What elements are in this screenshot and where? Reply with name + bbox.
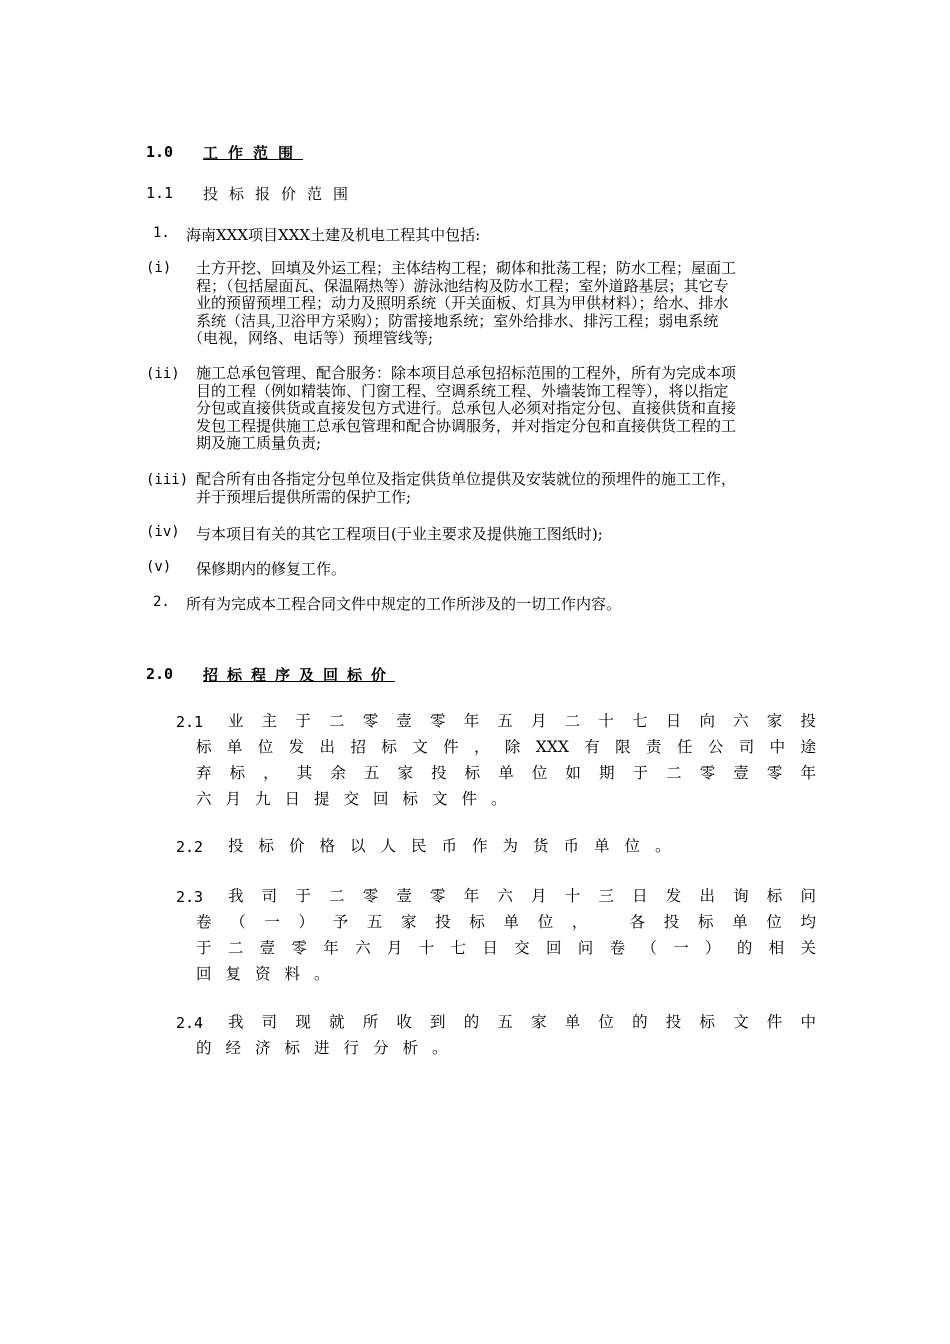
item-ii-text bbox=[196, 365, 736, 453]
text-line: 分包或直接供货或直接发包方式进行。总承包人必须对指定分包、直接供货和直接 bbox=[196, 399, 737, 417]
text-line: 卷（一）予五家投标单位， 各投标单位均 bbox=[196, 913, 816, 931]
item-i-label: (i) bbox=[146, 260, 172, 276]
section-1-number: 1.0 bbox=[146, 143, 174, 161]
item-iii-text bbox=[196, 471, 736, 506]
para-2-2-number: 2.2 bbox=[176, 838, 204, 856]
text-line: 标单位发出招标文件，除XXX有限责任公司中途 bbox=[196, 738, 816, 756]
item-iii-label: (iii) bbox=[146, 472, 189, 488]
subsection-1-1-number: 1.1 bbox=[146, 184, 174, 202]
text-line: （电视，网络、电话等）预埋管线等; bbox=[188, 329, 434, 347]
para-2-2 bbox=[228, 833, 686, 859]
item-v-text: 保修期内的修复工作。 bbox=[196, 560, 347, 578]
text-line: 回复资料。 bbox=[196, 965, 344, 983]
text-line: 程；（包括屋面瓦、保温隔热等）游泳池结构及防水工程；室外道路基层；其它专 bbox=[196, 276, 729, 295]
item-2-text: 所有为完成本工程合同文件中规定的工作所涉及的一切工作内容。 bbox=[186, 595, 622, 613]
text-line: 弃标，其余五家投标单位如期于二零壹零年 bbox=[196, 764, 816, 782]
text-line: 期及施工质量负责; bbox=[196, 434, 322, 452]
para-2-1-number: 2.1 bbox=[176, 713, 204, 731]
text-line: 目的工程（例如精装饰、门窗工程、空调系统工程、外墙装饰工程等），将以指定 bbox=[196, 381, 729, 400]
text-line: 的经济标进行分析。 bbox=[196, 1039, 462, 1057]
para-2-4-number: 2.4 bbox=[176, 1014, 204, 1032]
text-line: 施工总承包管理、配合服务：除本项目总承包招标范围的工程外，所有为完成本项 bbox=[196, 364, 737, 382]
section-2-number: 2.0 bbox=[146, 665, 174, 683]
section-1-title: 工作范围 bbox=[203, 144, 304, 162]
text-line: 土方开挖、回填及外运工程；主体结构工程；砌体和批荡工程；防水工程；屋面工 bbox=[196, 259, 737, 277]
item-1-text: 海南XXX项目XXX土建及机电工程其中包括: bbox=[186, 226, 481, 244]
text-line: 六月九日提交回标文件。 bbox=[196, 790, 521, 808]
item-1-label: 1. bbox=[153, 225, 170, 241]
para-2-4 bbox=[196, 1009, 816, 1061]
subsection-1-1-title: 投标报价范围 bbox=[203, 185, 360, 203]
text-line: 系统（洁具,卫浴甲方采购）；防雷接地系统；室外给排水、排污工程；弱电系统 bbox=[196, 311, 719, 330]
para-2-3 bbox=[196, 883, 816, 987]
text-line: 业主于二零壹零年五月二十七日向六家投 bbox=[228, 712, 816, 730]
item-ii-label: (ii) bbox=[146, 366, 180, 382]
item-i-text bbox=[188, 259, 737, 348]
text-line: 于二壹零年六月十七日交回问卷（一）的相关 bbox=[196, 939, 816, 957]
item-v-label: (v) bbox=[146, 559, 172, 575]
item-iv-label: (iv) bbox=[146, 524, 180, 540]
text-line: 发包工程提供施工总承包管理和配合协调服务，并对指定分包和直接供货工程的工 bbox=[196, 416, 737, 435]
item-iv-text: 与本项目有关的其它工程项目(于业主要求及提供施工图纸时); bbox=[196, 525, 603, 543]
text-line: 我司于二零壹零年六月十三日发出询标问 bbox=[228, 887, 816, 905]
para-2-1 bbox=[196, 708, 816, 812]
text-line: 配合所有由各指定分包单位及指定供货单位提供及安装就位的预埋件的施工工作， bbox=[196, 470, 737, 488]
text-line: 我司现就所收到的五家单位的投标文件中 bbox=[228, 1013, 816, 1031]
text-line: 投标价格以人民币作为货币单位。 bbox=[228, 837, 686, 855]
item-2-label: 2. bbox=[153, 594, 170, 610]
section-2-title: 招标程序及回标价 bbox=[203, 666, 396, 684]
text-line: 业的预留预埋工程；动力及照明系统（开关面板、灯具为甲供材料）；给水、排水 bbox=[196, 294, 729, 312]
text-line: 并于预埋后提供所需的保护工作; bbox=[196, 487, 412, 506]
para-2-3-number: 2.3 bbox=[176, 888, 204, 906]
